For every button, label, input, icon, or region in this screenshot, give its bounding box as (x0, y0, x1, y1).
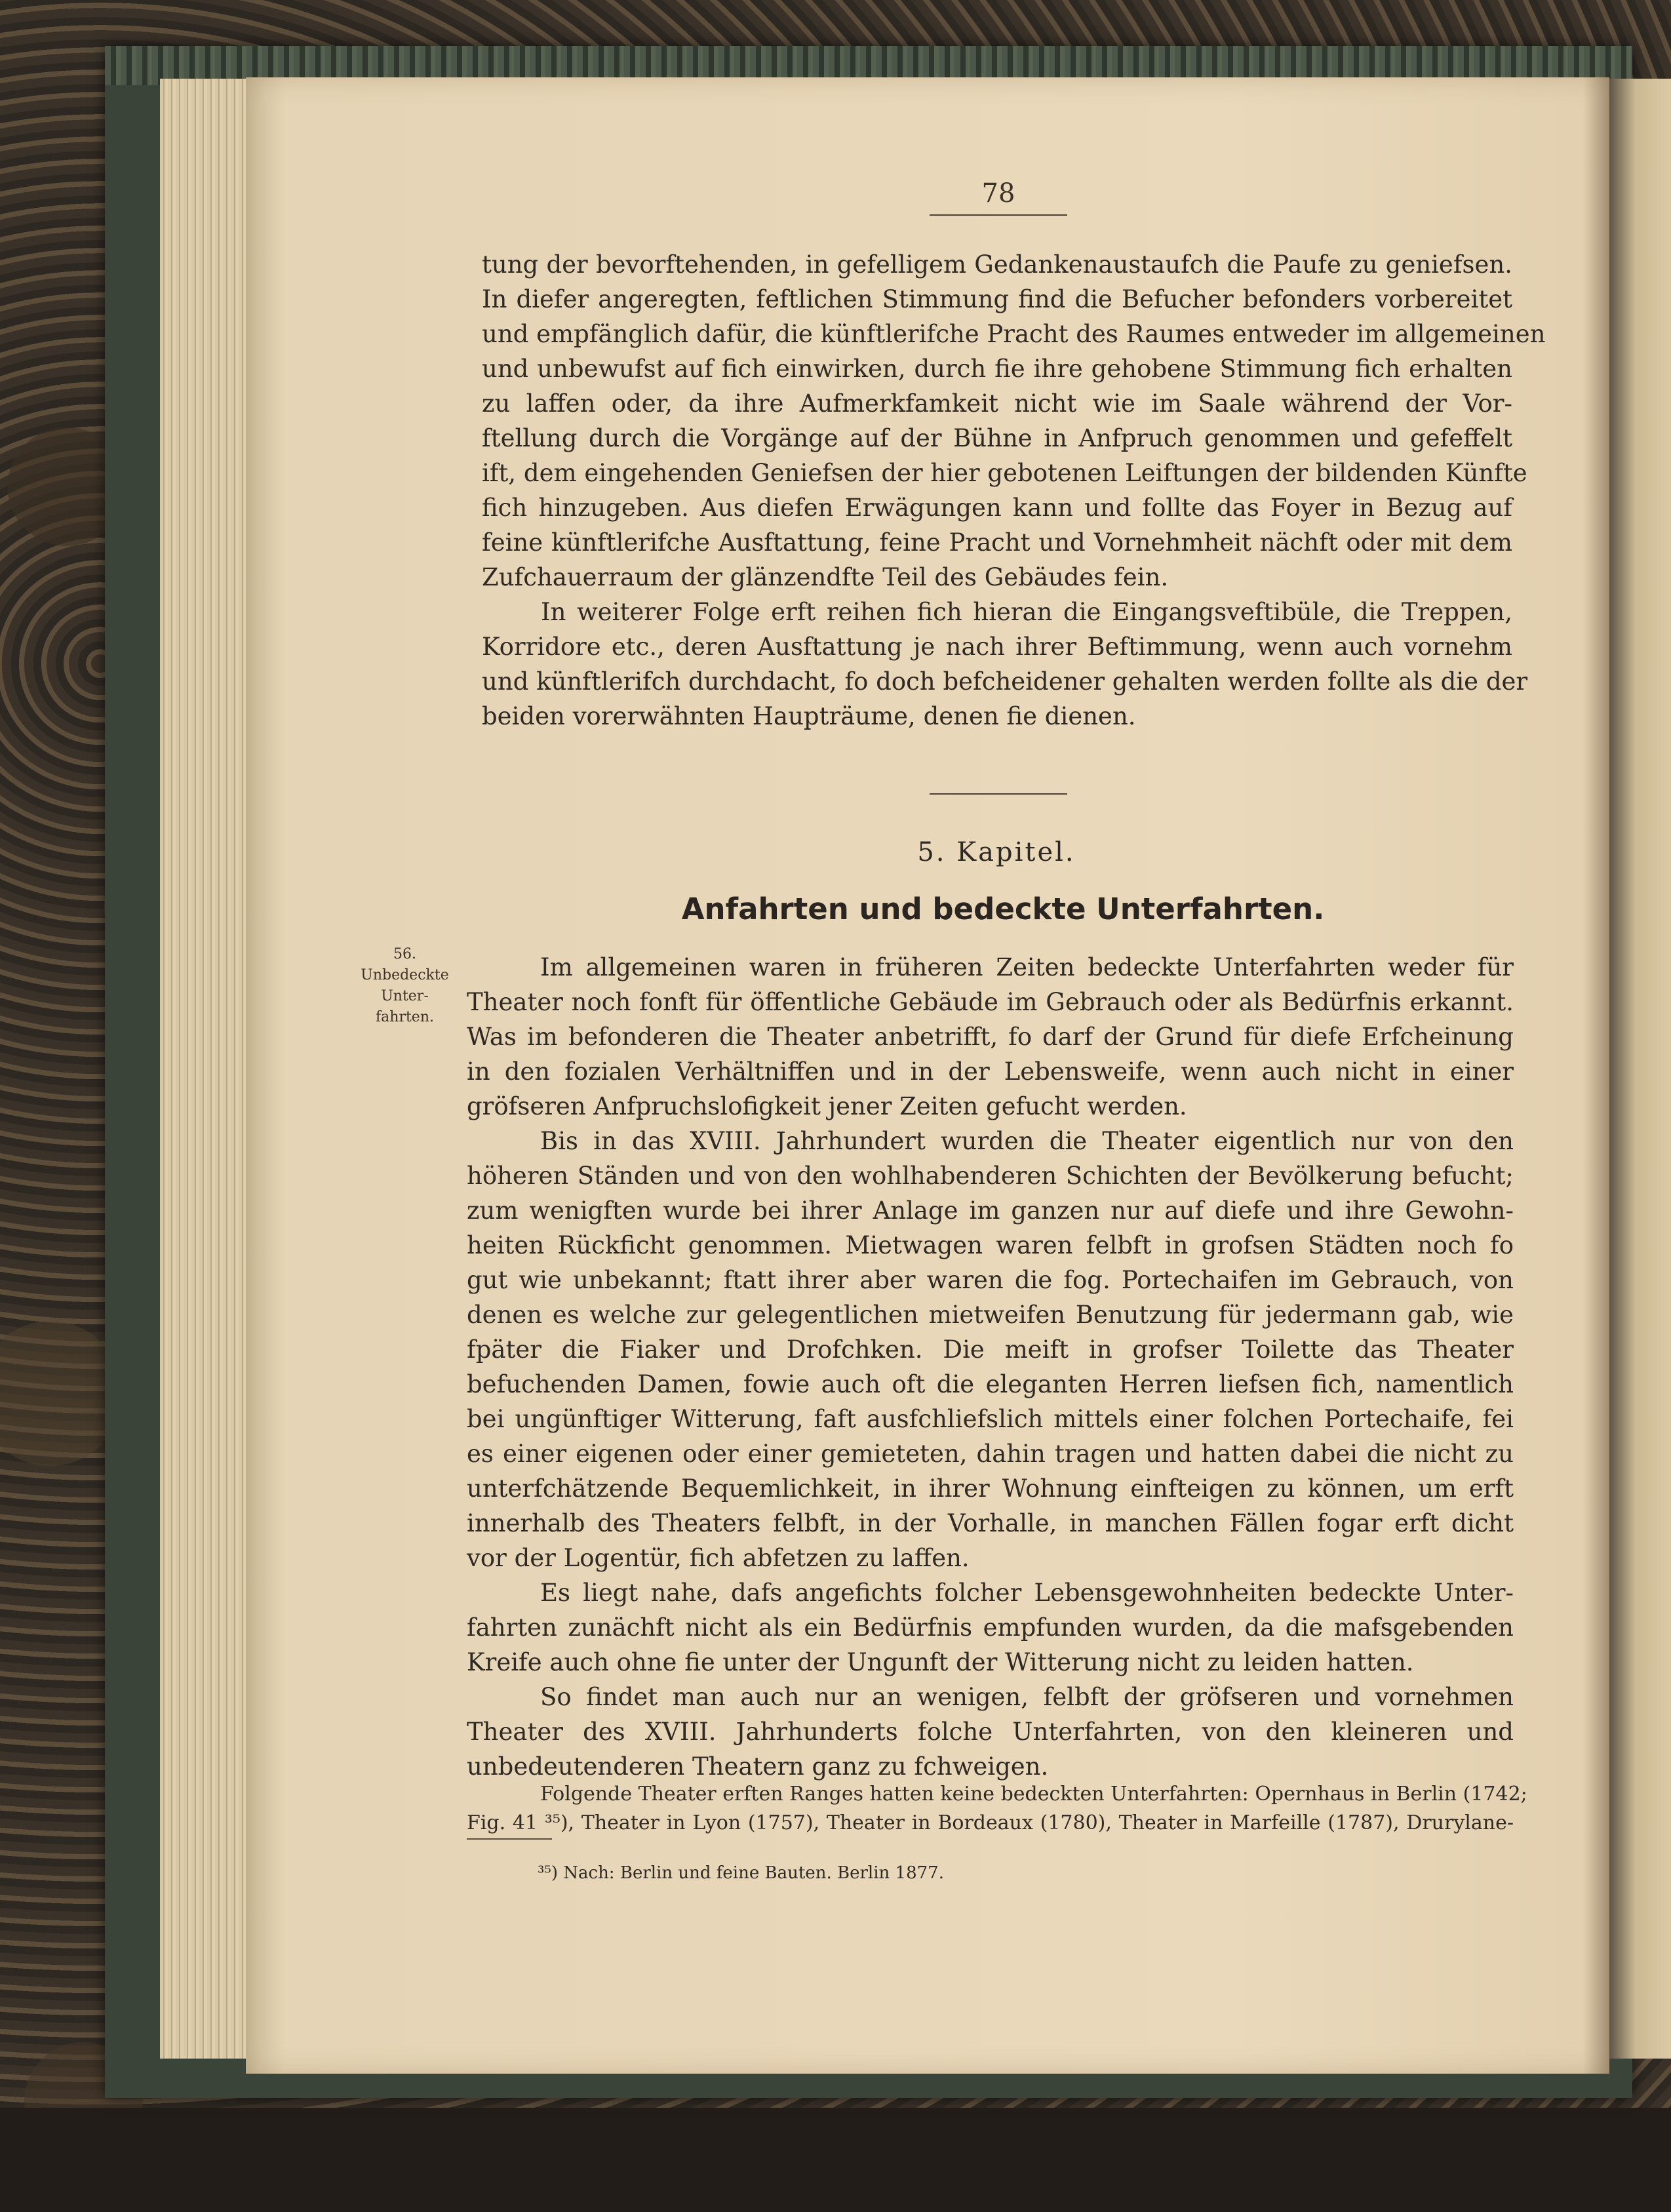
text-line: und empfänglich dafür, die künftlerifche Pracht des Raumes entweder im allgemeinen (482, 320, 1546, 348)
text-line: innerhalb des Theaters felbft, in der Vorhalle, in manchen Fällen fogar erft dicht (467, 1509, 1514, 1537)
text-line: Kreife auch ohne fie unter der Ungunft der Witterung nicht zu leiden hatten. (467, 1648, 1414, 1676)
text-line: Theater noch fonft für öffentliche Gebäude im Gebrauch oder als Bedürfnis erkannt. (467, 988, 1514, 1016)
text-line: Bis in das XVIII. Jahrhundert wurden die Theater eigentlich nur von den (540, 1127, 1514, 1155)
text-line: und unbewufst auf fich einwirken, durch fie ihre gehobene Stimmung fich erhalten (482, 355, 1512, 383)
text-line: In diefer angeregten, feftlichen Stimmung find die Befucher befonders vorbereitet (482, 285, 1512, 313)
text-line: unbedeutenderen Theatern ganz zu fchweigen. (467, 1752, 1049, 1781)
text-line: zum wenigften wurde bei ihrer Anlage im ganzen nur auf diefe und ihre Gewohn- (467, 1196, 1514, 1225)
text-line: in den fozialen Verhältniffen und in der Lebensweife, wenn auch nicht in einer (467, 1057, 1514, 1086)
margin-note-line: fahrten. (376, 1009, 434, 1025)
text-line: fich hinzugeben. Aus diefen Erwägungen kann und follte das Foyer in Bezug auf (482, 494, 1512, 522)
text-line: es einer eigenen oder einer gemieteten, dahin tragen und hatten dabei die nicht zu (467, 1440, 1514, 1468)
text-line: unterfchätzende Bequemlichkeit, in ihrer Wohnung einfteigen zu können, um erft (467, 1474, 1514, 1503)
text-line: fpäter die Fiaker und Drofchken. Die meift in grofser Toilette das Theater (467, 1335, 1514, 1364)
text-line: zu laffen oder, da ihre Aufmerkfamkeit nicht wie im Saale während der Vor- (482, 389, 1512, 418)
text-line: tung der bevorftehenden, in gefelligem Gedankenaustaufch die Paufe zu geniefsen. (482, 250, 1512, 279)
text-line: Im allgemeinen waren in früheren Zeiten bedeckte Unterfahrten weder für (540, 953, 1514, 981)
text-line: und künftlerifch durchdacht, fo doch befcheidener gehalten werden follte als die der (482, 667, 1528, 696)
page-number: 78 (981, 178, 1015, 208)
text-line: In weiterer Folge erft reihen fich hieran die Eingangsveftibüle, die Treppen, (541, 598, 1512, 626)
margin-note (357, 944, 452, 1028)
text-line: bei ungünftiger Witterung, faft ausfchliefslich mittels einer folchen Portechaife, fei (467, 1405, 1514, 1433)
text-line: denen es welche zur gelegentlichen mietweifen Benutzung für jedermann gab, wie (467, 1301, 1514, 1329)
text-line: heiten Rückficht genommen. Mietwagen waren felbft in grofsen Städten noch fo (467, 1231, 1514, 1259)
margin-note-line: Unter- (381, 988, 429, 1004)
footnote-rule (467, 1838, 552, 1840)
chapter-number: 5. Kapitel. (917, 837, 1076, 867)
text-line: Zufchauerraum der glänzendfte Teil des Gebäudes fein. (482, 563, 1169, 591)
text-line: höheren Ständen und von den wohlhabenderen Schichten der Bevölkerung befucht; (467, 1162, 1514, 1190)
chapter-title: Anfahrten und bedeckte Unterfahrten. (681, 892, 1325, 926)
section-divider (930, 793, 1067, 795)
text-line: So findet man auch nur an wenigen, felbft der gröfseren und vornehmen (540, 1683, 1514, 1711)
text-line: gut wie unbekannt; ftatt ihrer aber waren die fog. Portechaifen im Gebrauch, von (467, 1266, 1514, 1294)
small-print-line: Folgende Theater erften Ranges hatten keine bedeckten Unterfahrten: Opernhaus in Berlin (1742; (540, 1783, 1527, 1806)
background-shadow (0, 2108, 1671, 2212)
margin-note-line: Unbedeckte (361, 967, 449, 983)
facing-page-edge (1609, 79, 1671, 2059)
small-print-line: Fig. 41 ³⁵), Theater in Lyon (1757), Theater in Bordeaux (1780), Theater in Marfeille (1787), Drurylane- (467, 1811, 1514, 1834)
text-line: gröfseren Anfpruchslofigkeit jener Zeiten gefucht werden. (467, 1092, 1187, 1120)
text-line: vor der Logentür, fich abfetzen zu laffen. (467, 1544, 970, 1572)
text-line: Was im befonderen die Theater anbetrifft, fo darf der Grund für diefe Erfcheinung (467, 1023, 1514, 1051)
text-line: Korridore etc., deren Ausftattung je nach ihrer Beftimmung, wenn auch vornehm (482, 633, 1512, 661)
text-line: befuchenden Damen, fowie auch oft die eleganten Herren liefsen fich, namentlich (467, 1370, 1514, 1398)
footnote: ³⁵) Nach: Berlin und feine Bauten. Berlin 1877. (538, 1863, 944, 1883)
text-line: fahrten zunächft nicht als ein Bedürfnis empfunden wurden, da die mafsgebenden (467, 1613, 1514, 1642)
text-line: beiden vorerwähnten Haupträume, denen fie dienen. (482, 702, 1136, 730)
text-line: ift, dem eingehenden Geniefsen der hier gebotenen Leiftungen der bildenden Künfte (482, 459, 1527, 487)
text-line: ftellung durch die Vorgänge auf der Bühne in Anfpruch genommen und gefeffelt (482, 424, 1512, 452)
text-line: Theater des XVIII. Jahrhunderts folche Unterfahrten, von den kleineren und (467, 1718, 1514, 1746)
header-rule (930, 214, 1067, 216)
margin-note-line: 56. (393, 946, 416, 962)
text-line: feine künftlerifche Ausftattung, feine Pracht und Vornehmheit nächft oder mit dem (482, 528, 1512, 557)
text-line: Es liegt nahe, dafs angefichts folcher Lebensgewohnheiten bedeckte Unter- (540, 1579, 1514, 1607)
